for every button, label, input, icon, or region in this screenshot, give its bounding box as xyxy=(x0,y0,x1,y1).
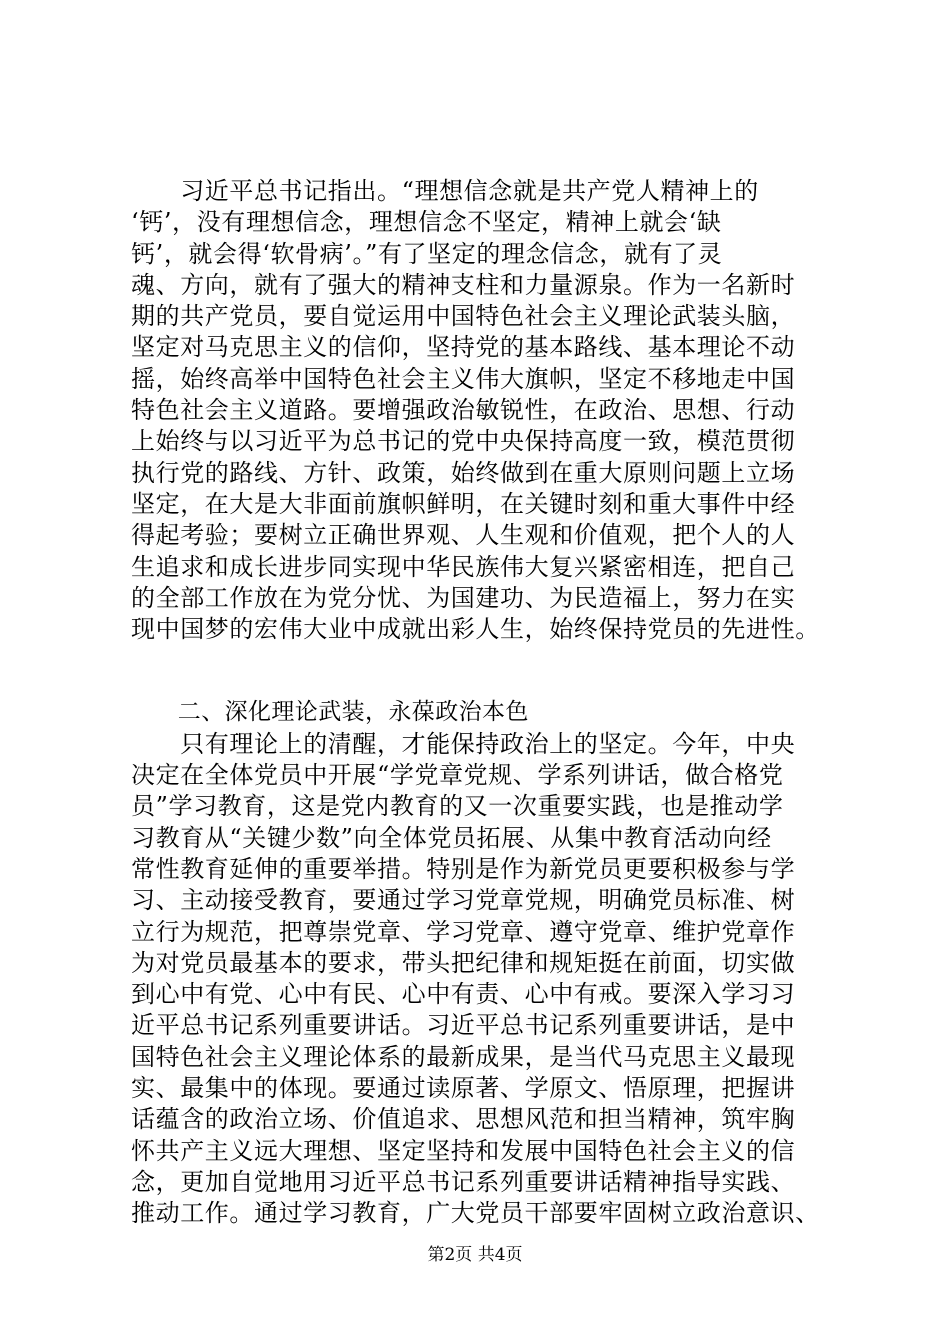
text-line: 的全部工作放在为党分忧、为国建功、为民造福上，努力在实 xyxy=(131,583,796,612)
paragraph-gap xyxy=(131,645,855,697)
page-number-footer: 第2页 共4页 xyxy=(427,1245,523,1265)
text-line: 近平总书记系列重要讲话。习近平总书记系列重要讲话，是中 xyxy=(131,1011,796,1040)
text-line: 念，更加自觉地用习近平总书记系列重要讲话精神指导实践、 xyxy=(131,1167,796,1196)
text-line: 执行党的路线、方针、政策，始终做到在重大原则问题上立场 xyxy=(131,458,796,487)
text-line: 话蕴含的政治立场、价值追求、思想风范和担当精神，筑牢胸 xyxy=(131,1105,796,1134)
text-line: 坚定，在大是大非面前旗帜鲜明，在关键时刻和重大事件中经 xyxy=(131,489,796,518)
text-line: 摇，始终高举中国特色社会主义伟大旗帜，坚定不移地走中国 xyxy=(131,364,796,393)
text-line: 现中国梦的宏伟大业中成就出彩人生，始终保持党员的先进性。 xyxy=(131,615,820,644)
text-line: 习近平总书记指出。“理想信念就是共产党人精神上的 xyxy=(131,177,759,205)
paragraph-ideals xyxy=(131,176,855,645)
section-heading: 二、深化理论武装，永葆政治本色 xyxy=(131,699,529,726)
text-line: 推动工作。通过学习教育，广大党员干部要牢固树立政治意识、 xyxy=(131,1199,820,1228)
text-line: 国特色社会主义理论体系的最新成果，是当代马克思主义最现 xyxy=(131,1042,796,1071)
text-line: 只有理论上的清醒，才能保持政治上的坚定。今年，中央 xyxy=(131,729,796,758)
text-line: 决定在全体党员中开展“学党章党规、学系列讲话，做合格党 xyxy=(131,761,784,790)
text-line: 期的共产党员，要自觉运用中国特色社会主义理论武装头脑， xyxy=(131,302,796,331)
text-line: 实、最集中的体现。要通过读原著、学原文、悟原理，把握讲 xyxy=(131,1074,796,1103)
text-line: 立行为规范，把尊崇党章、学习党章、遵守党章、维护党章作 xyxy=(131,917,796,946)
text-line: 上始终与以习近平为总书记的党中央保持高度一致，模范贯彻 xyxy=(131,427,796,456)
text-line: 员”学习教育，这是党内教育的又一次重要实践，也是推动学 xyxy=(131,792,784,821)
paragraph-theory xyxy=(131,729,855,1230)
text-line: 习、主动接受教育，要通过学习党章党规，明确党员标准、树 xyxy=(131,886,796,915)
text-line: 到心中有党、心中有民、心中有责、心中有戒。要深入学习习 xyxy=(131,980,796,1009)
text-line: 坚定对马克思主义的信仰，坚持党的基本路线、基本理论不动 xyxy=(131,333,796,362)
text-line: 钙’，就会得‘软骨病’。”有了坚定的理念信念，就有了灵 xyxy=(131,239,723,268)
text-line: 常性教育延伸的重要举措。特别是作为新党员更要积极参与学 xyxy=(131,854,796,883)
text-line: 怀共产主义远大理想、坚定坚持和发展中国特色社会主义的信 xyxy=(131,1136,796,1165)
text-line: 生追求和成长进步同实现中华民族伟大复兴紧密相连，把自己 xyxy=(131,552,796,581)
text-line: 魂、方向，就有了强大的精神支柱和力量源泉。作为一名新时 xyxy=(131,270,796,299)
text-line: 为对党员最基本的要求，带头把纪律和规矩挺在前面，切实做 xyxy=(131,948,796,977)
text-line: 习教育从“关键少数”向全体党员拓展、从集中教育活动向经 xyxy=(131,823,772,852)
text-line: ‘钙’，没有理想信念，理想信念不坚定，精神上就会‘缺 xyxy=(131,208,722,237)
text-line: 特色社会主义道路。要增强政治敏锐性，在政治、思想、行动 xyxy=(131,396,796,425)
document-body xyxy=(131,176,855,1230)
text-line: 得起考验；要树立正确世界观、人生观和价值观，把个人的人 xyxy=(131,521,796,550)
